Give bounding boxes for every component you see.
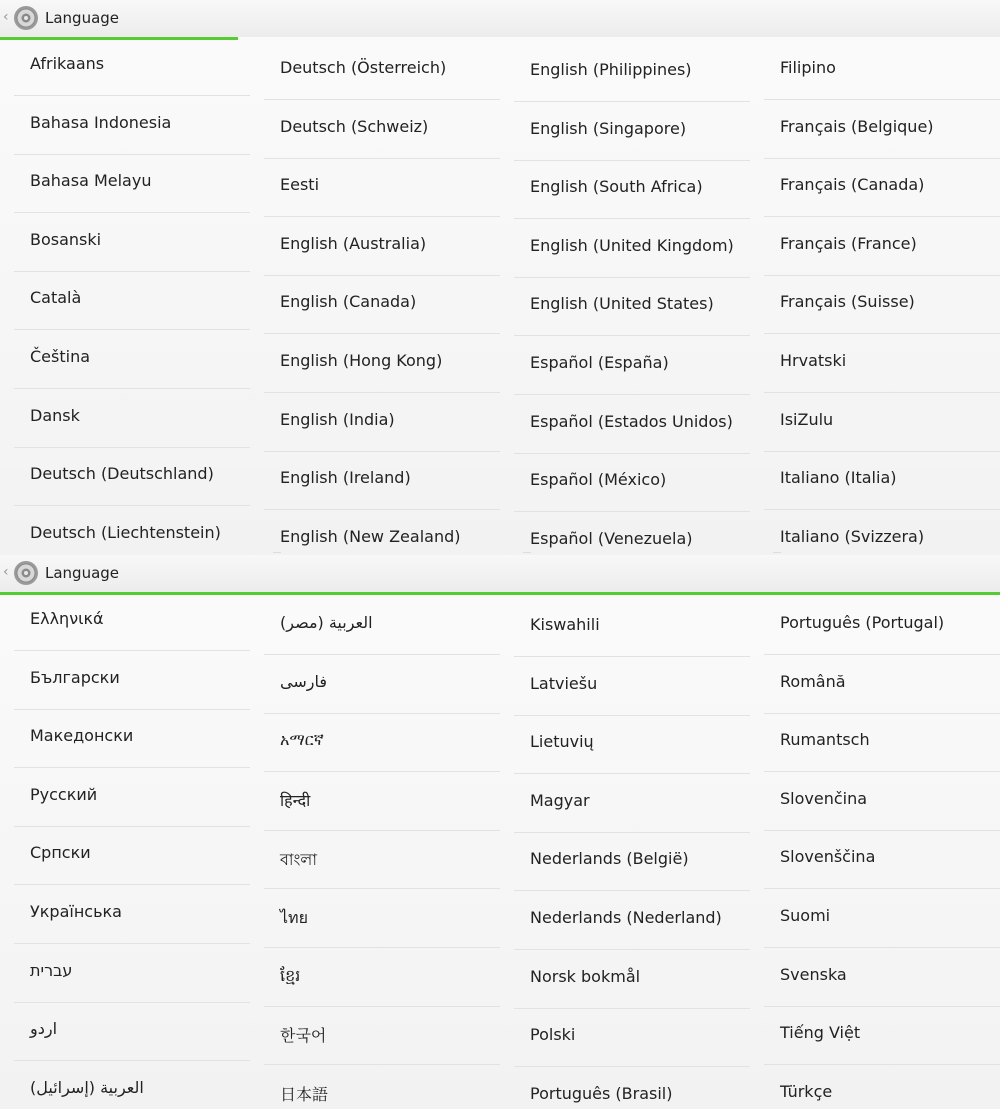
language-item[interactable] [14, 1062, 250, 1109]
back-chevron-icon[interactable]: ‹ [3, 564, 9, 580]
language-label: Slovenščina [780, 847, 876, 866]
row-separator [514, 949, 750, 950]
language-label: Português (Portugal) [780, 613, 945, 632]
row-separator [514, 656, 750, 657]
language-item[interactable] [764, 511, 1000, 555]
divider-tick [273, 552, 281, 553]
language-label: English (New Zealand) [280, 527, 461, 546]
row-separator [14, 767, 250, 768]
row-separator [764, 392, 1000, 393]
language-item[interactable] [514, 1009, 750, 1067]
language-item[interactable] [264, 452, 500, 510]
language-item[interactable] [514, 716, 750, 774]
language-label: Deutsch (Schweiz) [280, 117, 429, 136]
page-title: Language [45, 564, 120, 582]
row-separator [264, 509, 500, 510]
language-label: Suomi [780, 906, 831, 925]
row-separator [514, 890, 750, 891]
language-label: עברית [30, 961, 73, 980]
language-label: Hrvatski [780, 351, 847, 370]
language-item[interactable] [514, 599, 750, 657]
language-item[interactable] [514, 44, 750, 102]
language-label: Ελληνικά [30, 609, 104, 628]
language-label: हिन्दी [280, 791, 311, 810]
row-separator [764, 888, 1000, 889]
language-item[interactable] [264, 597, 500, 655]
language-item[interactable] [514, 892, 750, 950]
row-separator [514, 394, 750, 395]
language-label: Français (Suisse) [780, 292, 915, 311]
row-separator [264, 99, 500, 100]
language-label: বাংলা [280, 850, 317, 869]
language-item[interactable] [14, 331, 250, 389]
row-separator [764, 99, 1000, 100]
language-label: English (Australia) [280, 234, 427, 253]
row-separator [764, 333, 1000, 334]
row-separator [14, 943, 250, 944]
action-bar [0, 555, 1000, 592]
language-label: Kiswahili [530, 615, 600, 634]
row-separator [514, 218, 750, 219]
row-separator [14, 388, 250, 389]
row-separator [264, 333, 500, 334]
language-item[interactable] [264, 42, 500, 100]
language-item[interactable] [14, 945, 250, 1003]
language-item[interactable] [14, 272, 250, 330]
language-label: Македонски [30, 726, 134, 745]
language-item[interactable] [264, 101, 500, 159]
language-label: Português (Brasil) [530, 1084, 673, 1103]
language-item[interactable] [764, 276, 1000, 334]
row-separator [264, 771, 500, 772]
language-item[interactable] [264, 656, 500, 714]
language-label: ไทย [280, 908, 308, 927]
language-label: English (Philippines) [530, 60, 692, 79]
language-item[interactable] [264, 394, 500, 452]
language-item[interactable] [764, 218, 1000, 276]
language-label: Magyar [530, 791, 590, 810]
language-label: Русский [30, 785, 98, 804]
language-label: فارسی [280, 672, 327, 691]
language-item[interactable] [264, 159, 500, 217]
language-label: Deutsch (Liechtenstein) [30, 523, 221, 542]
divider-tick [523, 552, 531, 553]
language-label: Bahasa Indonesia [30, 113, 172, 132]
language-label: English (South Africa) [530, 177, 703, 196]
language-label: English (Ireland) [280, 468, 411, 487]
language-item[interactable] [764, 1007, 1000, 1065]
language-label: Svenska [780, 965, 847, 984]
row-separator [14, 95, 250, 96]
language-item[interactable] [264, 831, 500, 889]
language-item[interactable] [264, 276, 500, 334]
language-label: 한국어 [280, 1026, 327, 1045]
language-item[interactable] [14, 710, 250, 768]
row-separator [514, 511, 750, 512]
language-label: Afrikaans [30, 54, 105, 73]
language-label: Italiano (Svizzera) [780, 527, 925, 546]
row-separator [14, 884, 250, 885]
language-item[interactable] [14, 1003, 250, 1061]
language-item[interactable] [514, 220, 750, 278]
language-item[interactable] [764, 101, 1000, 159]
language-label: Filipino [780, 58, 836, 77]
language-label: Српски [30, 843, 91, 862]
language-item[interactable] [14, 507, 250, 555]
language-label: Español (España) [530, 353, 669, 372]
language-label: ខ្មែរ [280, 966, 301, 985]
language-item[interactable] [14, 652, 250, 710]
row-separator [14, 505, 250, 506]
back-chevron-icon[interactable]: ‹ [3, 9, 9, 25]
language-label: Latviešu [530, 674, 598, 693]
language-item[interactable] [14, 448, 250, 506]
language-item[interactable] [264, 890, 500, 948]
language-item[interactable] [264, 773, 500, 831]
language-label: Français (Canada) [780, 175, 925, 194]
language-label: Nederlands (België) [530, 849, 689, 868]
language-item[interactable] [264, 511, 500, 555]
language-item[interactable] [264, 218, 500, 276]
row-separator [264, 1064, 500, 1065]
language-label: Bosanski [30, 230, 102, 249]
language-item[interactable] [514, 658, 750, 716]
language-label: English (United States) [530, 294, 714, 313]
language-label: Català [30, 288, 82, 307]
language-label: Polski [530, 1025, 576, 1044]
language-item[interactable] [264, 949, 500, 1007]
language-label: Nederlands (Nederland) [530, 908, 722, 927]
language-item[interactable] [14, 97, 250, 155]
language-item[interactable] [14, 390, 250, 448]
language-label: اردو [30, 1019, 58, 1038]
language-label: Български [30, 668, 120, 687]
language-label: Español (México) [530, 470, 667, 489]
language-label: Dansk [30, 406, 80, 425]
language-item[interactable] [764, 949, 1000, 1007]
row-separator [514, 101, 750, 102]
language-item[interactable] [264, 1066, 500, 1109]
row-separator [264, 888, 500, 889]
language-label: Español (Estados Unidos) [530, 412, 733, 431]
language-label: Eesti [280, 175, 320, 194]
language-item[interactable] [764, 394, 1000, 452]
language-label: Slovenčina [780, 789, 868, 808]
row-separator [764, 216, 1000, 217]
row-separator [764, 947, 1000, 948]
language-item[interactable] [264, 335, 500, 393]
language-label: Français (Belgique) [780, 117, 934, 136]
language-item[interactable] [514, 161, 750, 219]
language-item[interactable] [764, 335, 1000, 393]
language-label: አማርኛ [280, 730, 324, 749]
row-separator [514, 1066, 750, 1067]
language-label: IsiZulu [780, 410, 834, 429]
page-title: Language [45, 9, 120, 27]
language-item[interactable] [764, 773, 1000, 831]
language-item[interactable] [514, 951, 750, 1009]
language-label: Rumantsch [780, 730, 870, 749]
row-separator [764, 509, 1000, 510]
row-separator [764, 654, 1000, 655]
language-label: English (United Kingdom) [530, 236, 734, 255]
language-item[interactable] [764, 597, 1000, 655]
language-label: العربية (إسرائيل) [30, 1078, 144, 1097]
language-item[interactable] [764, 1066, 1000, 1109]
language-item[interactable] [764, 159, 1000, 217]
language-label: 日本語 [280, 1085, 329, 1104]
row-separator [14, 650, 250, 651]
row-separator [264, 654, 500, 655]
language-label: Lietuvių [530, 732, 594, 751]
language-label: Français (France) [780, 234, 917, 253]
row-separator [514, 773, 750, 774]
language-label: Українська [30, 902, 122, 921]
language-item[interactable] [514, 103, 750, 161]
language-item[interactable] [764, 42, 1000, 100]
action-bar [0, 0, 1000, 37]
language-item[interactable] [264, 1007, 500, 1065]
row-separator [14, 212, 250, 213]
language-item[interactable] [764, 452, 1000, 510]
row-separator [14, 1060, 250, 1061]
language-label: English (India) [280, 410, 395, 429]
language-item[interactable] [764, 890, 1000, 948]
language-item[interactable] [514, 1068, 750, 1109]
language-item[interactable] [14, 155, 250, 213]
divider-tick [773, 552, 781, 553]
language-label: Tiếng Việt [780, 1023, 861, 1042]
language-item[interactable] [14, 214, 250, 272]
language-item[interactable] [514, 833, 750, 891]
language-item[interactable] [514, 775, 750, 833]
language-item[interactable] [14, 769, 250, 827]
language-label: English (Singapore) [530, 119, 687, 138]
row-separator [764, 1064, 1000, 1065]
row-separator [14, 329, 250, 330]
language-label: English (Hong Kong) [280, 351, 443, 370]
language-label: Bahasa Melayu [30, 171, 152, 190]
language-label: English (Canada) [280, 292, 417, 311]
language-item[interactable] [14, 827, 250, 885]
gear-icon[interactable] [12, 559, 40, 587]
language-label: Čeština [30, 347, 91, 366]
language-label: Deutsch (Deutschland) [30, 464, 214, 483]
language-item[interactable] [514, 337, 750, 395]
row-separator [514, 335, 750, 336]
gear-icon[interactable] [12, 4, 40, 32]
row-separator [764, 771, 1000, 772]
row-separator [264, 392, 500, 393]
language-item[interactable] [264, 714, 500, 772]
language-item[interactable] [14, 886, 250, 944]
language-item[interactable] [14, 593, 250, 651]
language-label: Español (Venezuela) [530, 529, 693, 548]
language-label: Română [780, 672, 846, 691]
language-item[interactable] [14, 38, 250, 96]
language-label: العربية (مصر) [280, 613, 373, 632]
row-separator [264, 947, 500, 948]
language-item[interactable] [514, 396, 750, 454]
language-label: Italiano (Italia) [780, 468, 897, 487]
language-item[interactable] [514, 278, 750, 336]
language-item[interactable] [764, 831, 1000, 889]
language-label: Türkçe [780, 1082, 833, 1101]
language-item[interactable] [764, 714, 1000, 772]
row-separator [264, 216, 500, 217]
language-screen-bottom [0, 555, 1000, 1109]
language-label: Norsk bokmål [530, 967, 641, 986]
language-label: Deutsch (Österreich) [280, 58, 447, 77]
language-item[interactable] [514, 513, 750, 555]
language-item[interactable] [514, 454, 750, 512]
language-item[interactable] [764, 656, 1000, 714]
